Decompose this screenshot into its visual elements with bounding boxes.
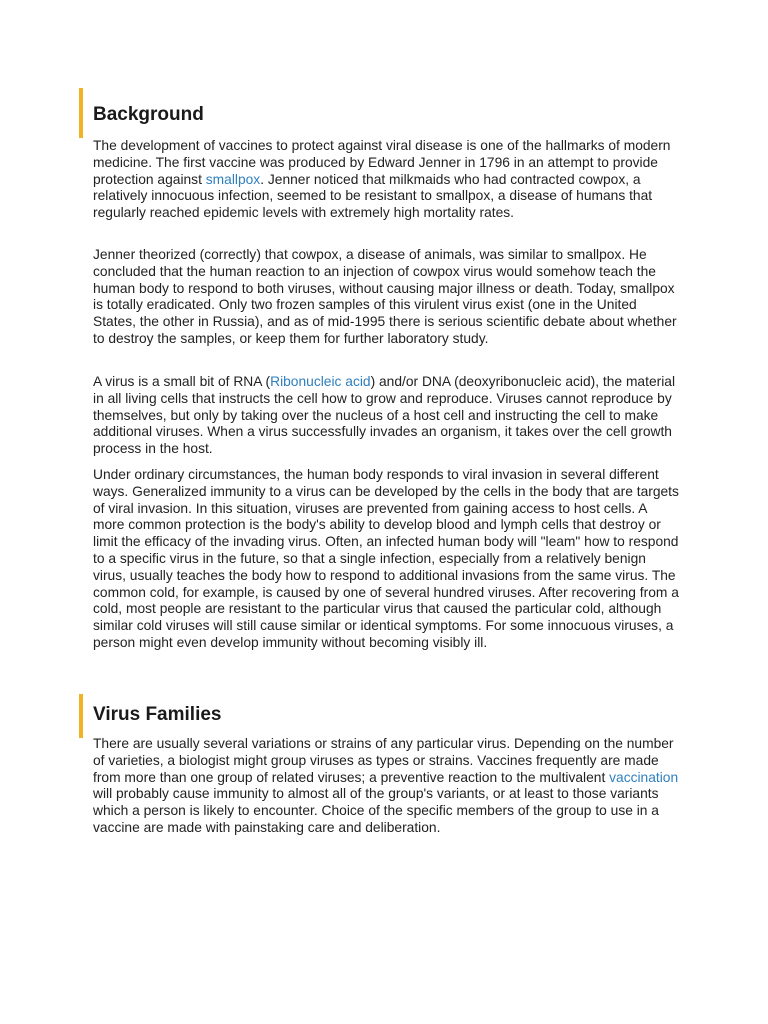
paragraph-text: . Jenner noticed that milkmaids who had contracted cowpox, a relatively innocuous infection, seemed to be resistant to smallpox, a disease of humans that regularly reached epidemic levels with extremely high mortality rates.	[93, 171, 653, 221]
paragraph	[93, 138, 679, 222]
paragraph-text: A virus is a small bit of RNA (	[93, 374, 271, 389]
section-virus-families	[79, 694, 679, 864]
paragraph-text: The development of vaccines to protect against viral disease is one of the hallmarks of modern medicine. The first vaccine was produced by Edward Jenner in 1796 in an attempt to provide protection against	[93, 138, 671, 187]
section-background	[79, 88, 679, 688]
section-accent-bar	[79, 88, 83, 138]
section-accent-bar	[79, 694, 83, 738]
paragraph	[93, 374, 679, 458]
ribonucleic-acid-link[interactable]: Ribonucleic acid	[270, 374, 371, 389]
paragraph-text: Jenner theorized (correctly) that cowpox, a disease of animals, was similar to smallpox. He concluded that the human reaction to an injection of cowpox virus would somehow teach the human body to respond to both viruses, without causing major illness or death. Today, smallpox is totally eradicated. Only two frozen samples of this virulent virus exist (one in the United States, the other in Russia), and as of mid-1995 there is serious scientific debate about whether to destroy the samples, or keep them for further laboratory study.	[93, 247, 677, 346]
paragraph	[93, 247, 679, 348]
section-heading: Virus Families	[93, 704, 222, 725]
smallpox-link[interactable]: smallpox	[205, 171, 261, 187]
section-heading: Background	[93, 104, 204, 125]
paragraph-text: will probably cause immunity to almost all of the group's variants, or at least to those variants which a person is likely to encounter. Choice of the specific members of the group to use in a vaccine are made with painstaking care and deliberation.	[93, 786, 659, 835]
paragraph-text: Under ordinary circumstances, the human body responds to viral invasion in several different ways. Generalized immunity to a virus can be developed by the cells in the body that are targets of viral invasion. In this situation, viruses are prevented from gaining access to host cells. A more common protection is the body's ability to develop blood and lymph cells that destroy or limit the efficacy of the invading virus. Often, an infected human body will "leam" how to respond to a specific virus in the future, so that a single infection, especially from a relatively benign virus, usually teaches the body how to respond to additional invasions from the same virus. The common cold, for example, is caused by one of several hundred viruses. After recovering from a cold, most people are resistant to the particular virus that caused the particular cold, although similar cold viruses will still cause similar or identical symptoms. For some innocuous viruses, a person might even develop immunity without becoming visibly ill.	[93, 467, 679, 650]
paragraph	[93, 467, 679, 652]
paragraph-text: ) and/or DNA (deoxyribonucleic acid), the material in all living cells that instructs the cell how to grow and reproduce. Viruses cannot reproduce by themselves, but only by taking over the nucleus of a host cell and instructing the cell to make additional viruses. When a virus successfully invades an organism, it takes over the cell growth process in the host.	[93, 374, 676, 457]
paragraph-text: There are usually several variations or strains of any particular virus. Depending on the number of varieties, a biologist might group viruses as types or strains. Vaccines frequently are made from more than one group of related viruses; a preventive reaction to the multivalent	[93, 736, 674, 785]
vaccination-link[interactable]: vaccination	[609, 769, 679, 785]
paragraph	[93, 736, 679, 837]
